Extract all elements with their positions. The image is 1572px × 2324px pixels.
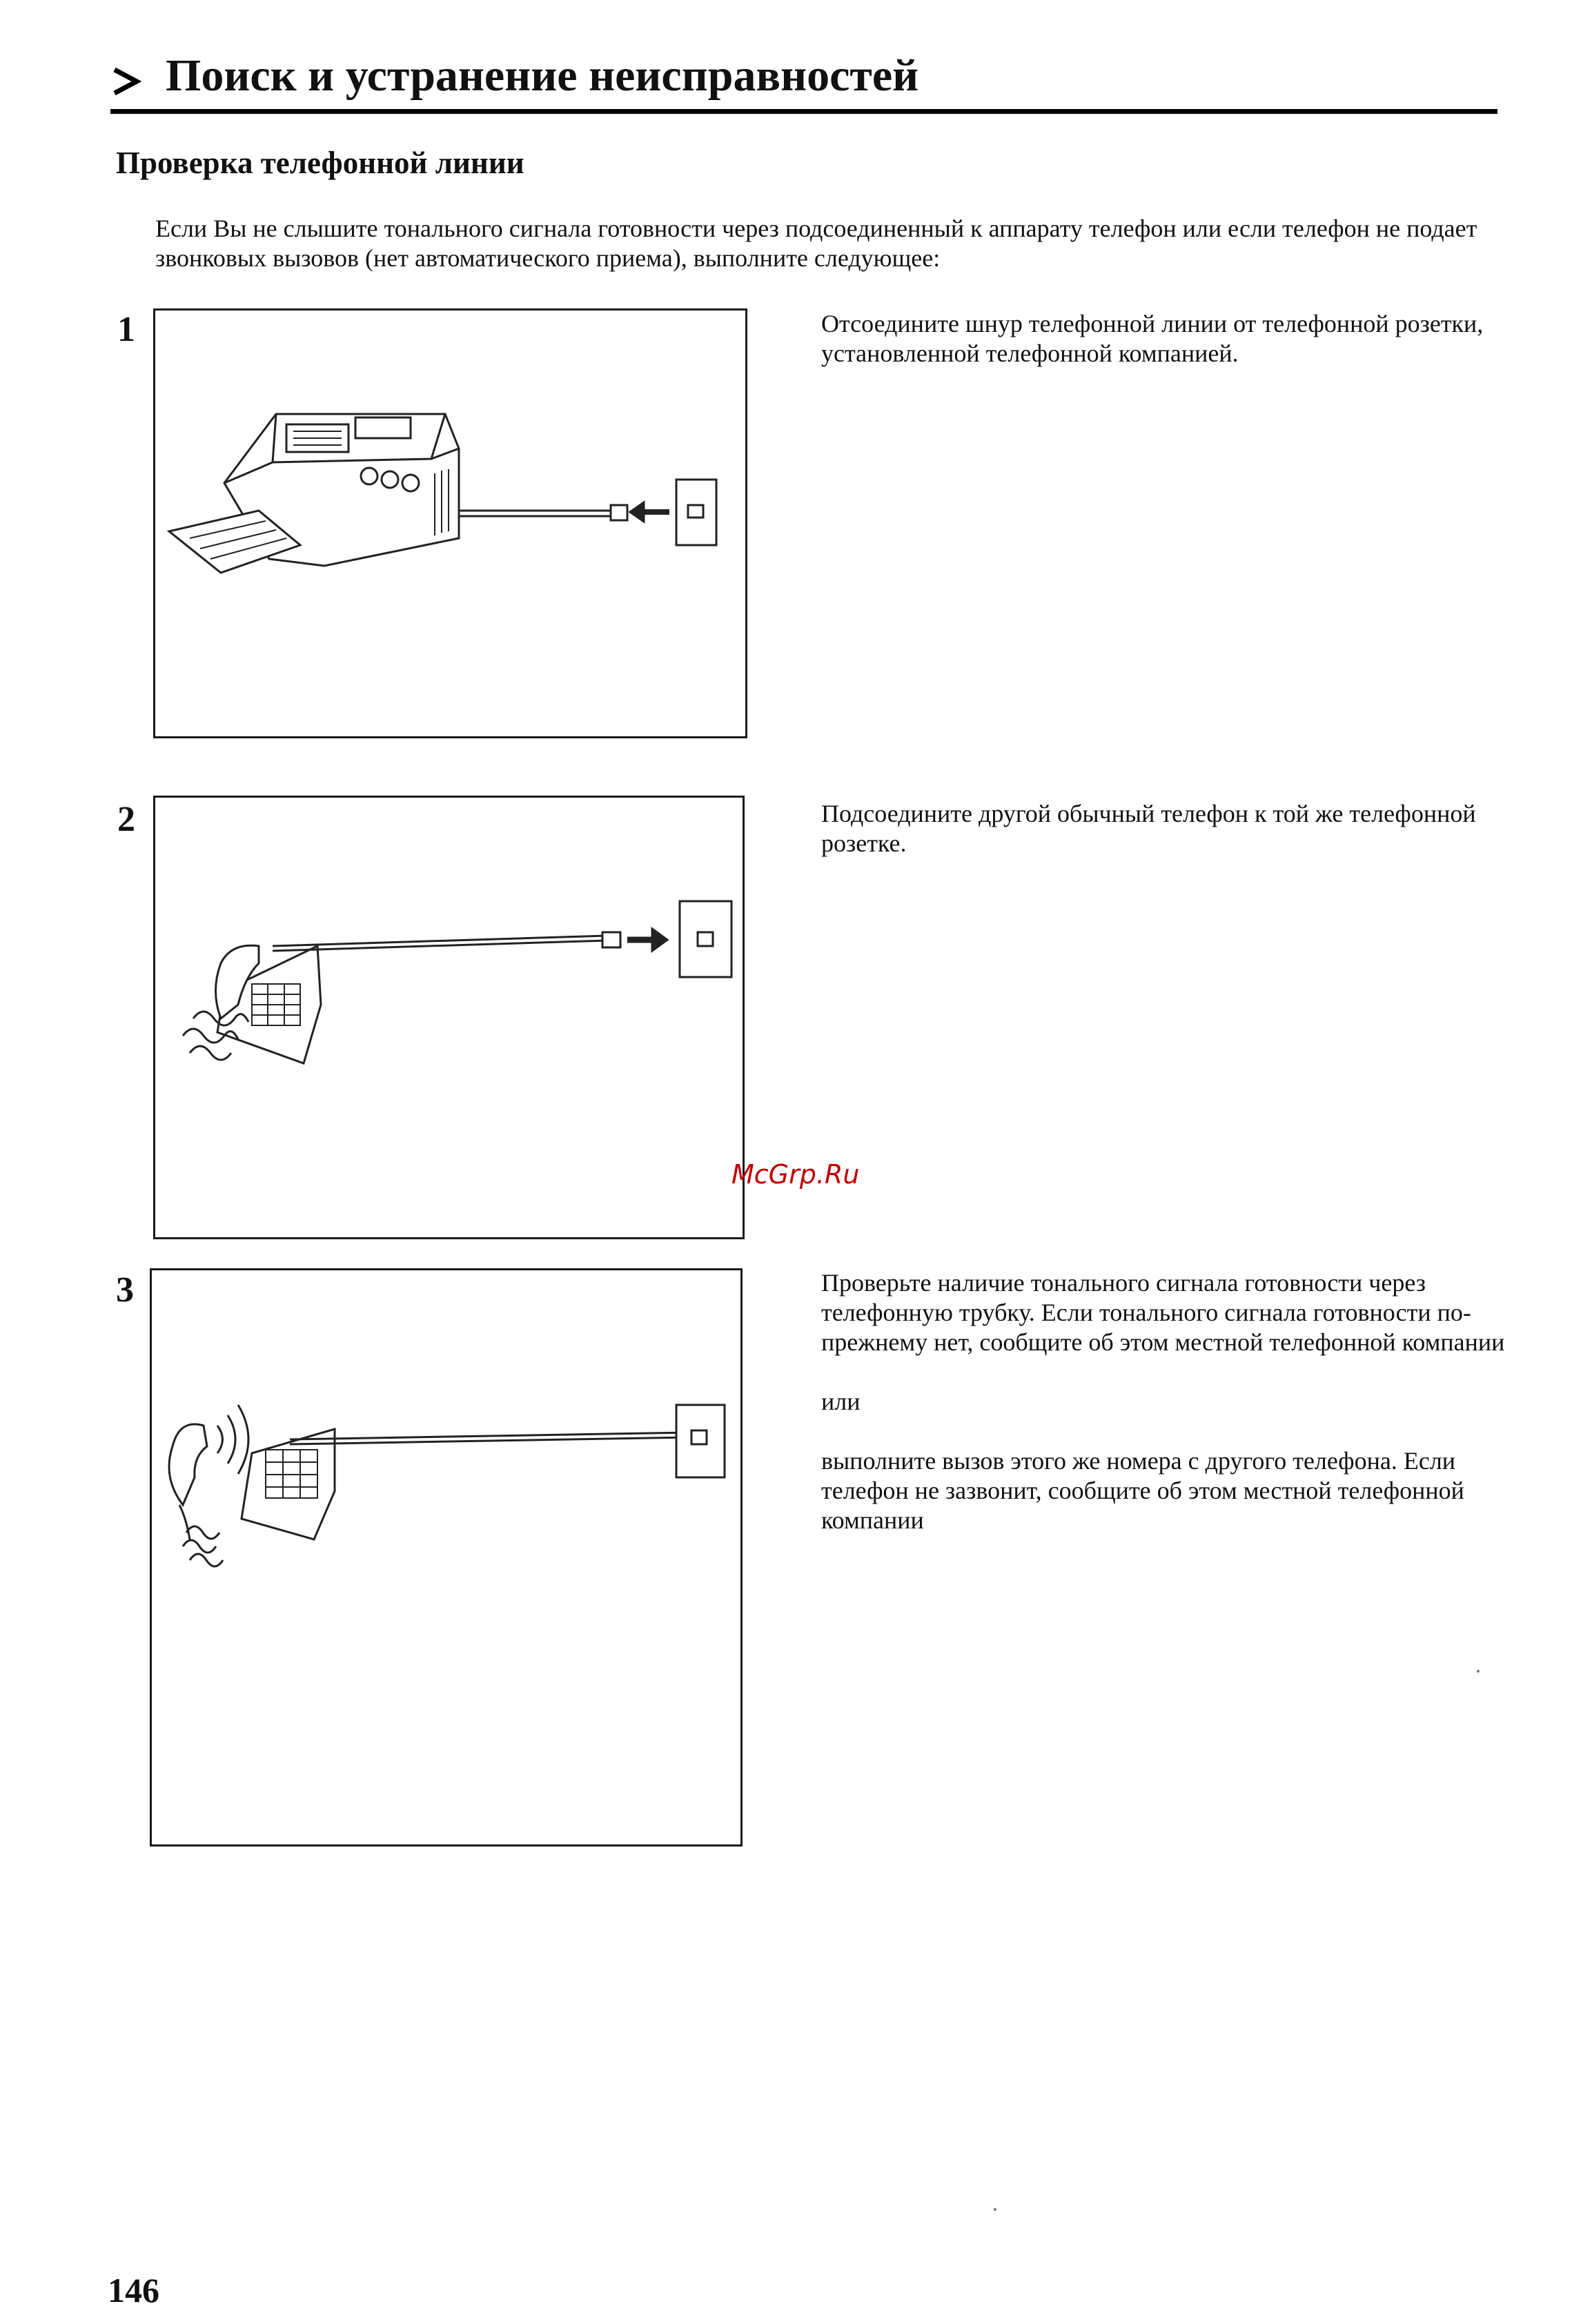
watermark: McGrp.Ru (731, 1159, 860, 1190)
phone-ring-illustration (150, 1268, 743, 1847)
arrow-bullet-icon (110, 66, 142, 97)
phone-plug-illustration (153, 796, 745, 1239)
page-number: 146 (108, 2271, 159, 2310)
step-text-alternative: выполните вызов этого же номера с другого телефона. Если телефон не зазвонит, сообщите об этом местной телефонной компании (821, 1447, 1464, 1534)
section-title: Проверка телефонной линии (116, 146, 524, 180)
scan-speck (994, 2208, 996, 2211)
step-number: 3 (116, 1270, 134, 1310)
step-text: Отсоедините шнур телефонной линии от телефонной розетки, установленной телефонной компанией. (821, 310, 1484, 367)
fax-unplug-illustration (153, 308, 747, 738)
step-text: Подсоедините другой обычный телефон к той же телефонной розетке. (821, 800, 1476, 857)
intro-paragraph: Если Вы не слышите тонального сигнала готовности через подсоединенный к аппарату телефон или если телефон не подает звонковых вызовов (нет автоматического приема), выполните следующее: (155, 215, 1477, 272)
step-text: Проверьте наличие тонального сигнала готовности через телефонную трубку. Если тонального сигнала готовности по-прежнему нет, сообщите об этом местной телефонной компании (821, 1269, 1505, 1356)
page-title: Поиск и устранение неисправностей (166, 50, 919, 101)
step-text-group (821, 1268, 1511, 1565)
scan-speck (1477, 1670, 1480, 1673)
title-divider (110, 109, 1497, 114)
step-number: 2 (117, 800, 135, 839)
step-or-text: или (821, 1388, 861, 1415)
step-number: 1 (117, 310, 135, 349)
